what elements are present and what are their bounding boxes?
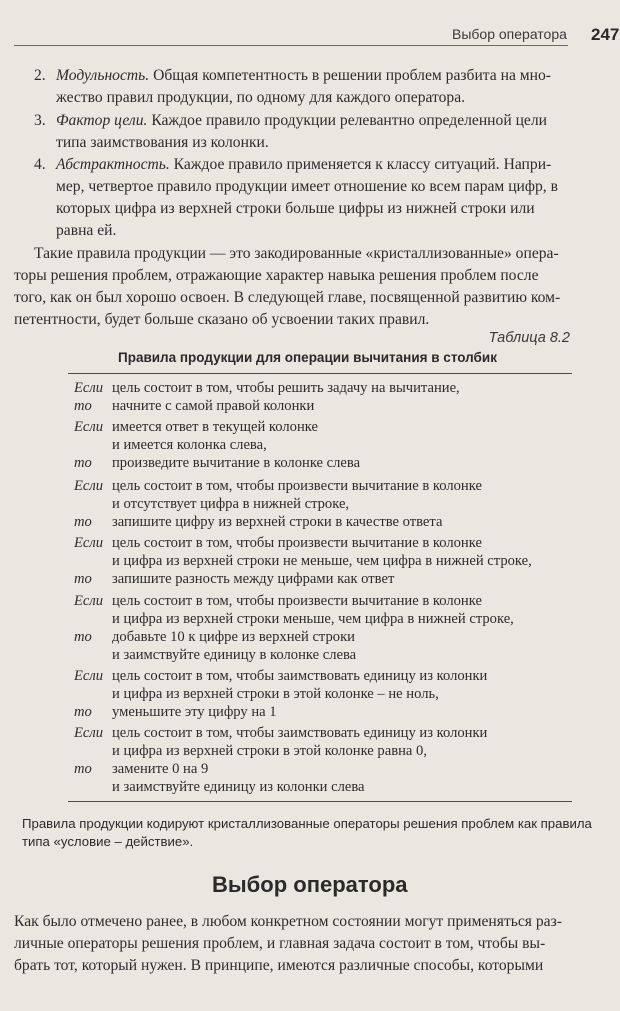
list-item-line: которых цифра из верхней строки больше цифры из нижней строки или — [56, 200, 535, 217]
rule-keyword: то — [74, 571, 92, 587]
paragraph-line: личные операторы решения проблем, и главная задача состоит в том, чтобы вы- — [14, 935, 546, 952]
rule-text: уменьшите эту цифру на 1 — [112, 704, 277, 720]
rule-keyword: Если — [74, 725, 104, 741]
table-title: Правила продукции для операции вычитания в столбик — [118, 350, 497, 365]
rule-keyword: то — [74, 629, 92, 645]
rule-text: цель состоит в том, чтобы произвести вычитание в колонке — [112, 535, 482, 551]
list-number: 2. — [34, 67, 46, 84]
rule-keyword: Если — [74, 380, 104, 396]
rule-text: цель состоит в том, чтобы произвести вычитание в колонке — [112, 593, 482, 609]
rule-text: и цифра из верхней строки в этой колонке – не ноль, — [112, 686, 439, 702]
list-number: 4. — [34, 156, 46, 173]
rule-text: цель состоит в том, чтобы заимствовать единицу из колонки — [112, 725, 488, 741]
header-rule — [14, 45, 568, 46]
running-header-title: Выбор оператора — [452, 26, 567, 42]
rule-keyword: то — [74, 455, 92, 471]
rule-keyword: Если — [74, 478, 104, 494]
rule-text: цель состоит в том, чтобы произвести вычитание в колонке — [112, 478, 482, 494]
rule-text: и имеется колонка слева, — [112, 437, 267, 453]
rule-text: и заимствуйте единицу из колонки слева — [112, 779, 365, 795]
rule-text: произведите вычитание в колонке слева — [112, 455, 361, 471]
list-item-line: равна ей. — [56, 222, 117, 239]
list-term: Абстрактность. — [56, 156, 170, 173]
paragraph-line: брать тот, который нужен. В принципе, имеются различные способы, которыми — [14, 957, 544, 974]
list-item-line: жество правил продукции, по одному для каждого оператора. — [56, 89, 466, 106]
section-heading: Выбор оператора — [212, 872, 408, 897]
rule-text: и цифра из верхней строки меньше, чем цифра в нижней строке, — [112, 611, 514, 627]
paragraph-line: петентности, будет больше сказано об усвоении таких правил. — [14, 311, 430, 328]
rule-text: добавьте 10 к цифре из верхней строки — [112, 629, 355, 645]
page-number: 247 — [591, 25, 620, 44]
table-caption: Таблица 8.2 — [488, 330, 570, 346]
note-line: типа «условие – действие». — [22, 834, 194, 849]
list-number: 3. — [34, 112, 46, 129]
note-line: Правила продукции кодируют кристаллизованные операторы решения проблем как правила — [22, 816, 592, 831]
rule-keyword: Если — [74, 419, 104, 435]
rule-keyword: Если — [74, 668, 104, 684]
rule-keyword: то — [74, 398, 92, 414]
list-term: Модульность. — [56, 67, 150, 84]
rule-keyword: Если — [74, 535, 104, 551]
rule-text: запишите цифру из верхней строки в качестве ответа — [112, 514, 443, 530]
paragraph-line: Как было отмечено ранее, в любом конкретном состоянии могут применяться раз- — [14, 913, 562, 930]
list-item-line: Модульность. Общая компетентность в решении проблем разбита на мно- — [56, 67, 551, 84]
rule-text: и цифра из верхней строки не меньше, чем цифра в нижней строке, — [112, 553, 532, 569]
list-term: Фактор цели. — [56, 112, 148, 129]
rule-text: замените 0 на 9 — [112, 761, 209, 777]
rule-keyword: Если — [74, 593, 104, 609]
rule-text: начните с самой правой колонки — [112, 398, 315, 414]
rule-keyword: то — [74, 704, 92, 720]
paragraph-line: торы решения проблем, отражающие характер навыка решения проблем после — [14, 267, 539, 284]
rule-text: имеется ответ в текущей колонке — [112, 419, 318, 435]
rule-text: цель состоит в том, чтобы заимствовать единицу из колонки — [112, 668, 488, 684]
list-item-line: Абстрактность. Каждое правило применяется к классу ситуаций. Напри- — [56, 156, 552, 173]
table-bottom-rule — [68, 801, 572, 802]
rule-keyword: то — [74, 761, 92, 777]
table-top-rule — [68, 373, 572, 374]
rule-text: и цифра из верхней строки в этой колонке равна 0, — [112, 743, 427, 759]
rule-text: цель состоит в том, чтобы решить задачу на вычитание, — [112, 380, 460, 396]
paragraph-line: Такие правила продукции — это закодированные «кристаллизованные» опера- — [34, 245, 559, 262]
rule-text: и отсутствует цифра в нижней строке, — [112, 496, 350, 512]
paragraph-line: того, как он был хорошо освоен. В следующей главе, посвященной развитию ком- — [14, 289, 561, 306]
rule-text: запишите разность между цифрами как ответ — [112, 571, 395, 587]
list-item-line: типа заимствования из колонки. — [56, 134, 269, 151]
list-item-line: мер, четвертое правило продукции имеет отношение ко всем парам цифр, в — [56, 178, 558, 195]
rule-text: и заимствуйте единицу в колонке слева — [112, 647, 357, 663]
rule-keyword: то — [74, 514, 92, 530]
list-item-line: Фактор цели. Каждое правило продукции релевантно определенной цели — [56, 112, 547, 129]
